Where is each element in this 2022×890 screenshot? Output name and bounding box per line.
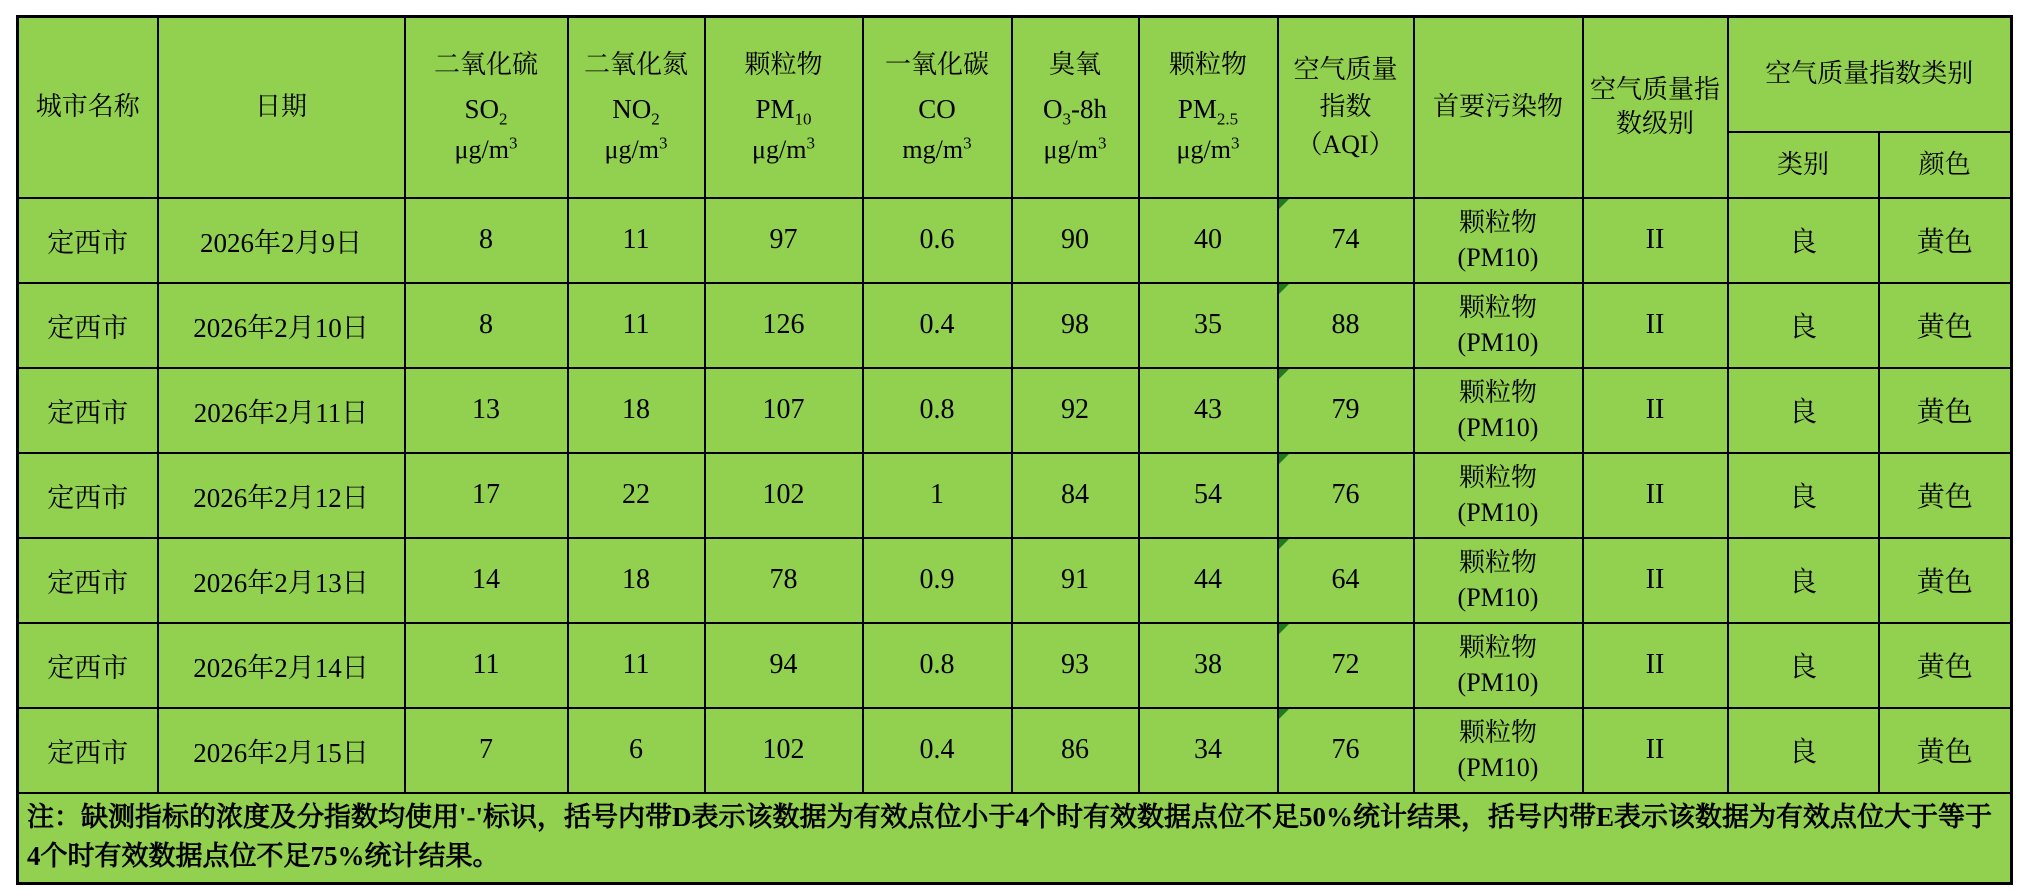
cell-color[interactable] — [1879, 538, 2012, 623]
cell-level[interactable] — [1583, 368, 1728, 453]
cell-value: 78 — [769, 564, 798, 595]
cell-color[interactable] — [1879, 623, 2012, 708]
cell-value: 74 — [1331, 224, 1360, 255]
cell-value: 107 — [762, 394, 805, 425]
data-row — [18, 368, 2012, 453]
cell-o3[interactable] — [1012, 453, 1139, 538]
cell-value: 38 — [1194, 649, 1222, 680]
cell-value: 11 — [472, 649, 500, 680]
cell-value: 定西市 — [47, 482, 129, 513]
cell-value: 黄色 — [1916, 482, 1973, 513]
cell-category[interactable] — [1728, 708, 1879, 793]
no2-unit: $\mu g/m^3$ — [604, 133, 668, 164]
cell-value: 35 — [1194, 309, 1222, 340]
excel-note-marker-icon — [1279, 454, 1289, 464]
cell-value: 92 — [1061, 394, 1089, 425]
primary-pollutant-name: 颗粒物 — [1458, 377, 1537, 407]
cell-co[interactable] — [863, 708, 1012, 793]
primary-pollutant-code: (PM10) — [1457, 583, 1539, 612]
cell-value: 18 — [622, 564, 650, 595]
aqi-category-group-label: 空气质量指数类别 — [1765, 59, 1974, 89]
excel-note-marker-icon — [1279, 539, 1289, 549]
cell-value: II — [1645, 734, 1665, 765]
primary-pollutant-label: 首要污染物 — [1432, 92, 1563, 122]
cell-value: 2026年2月9日 — [200, 227, 362, 258]
cell-value: 定西市 — [47, 737, 129, 768]
col-header-color[interactable] — [1879, 132, 2012, 198]
cell-date[interactable] — [158, 453, 405, 538]
cell-value: 良 — [1788, 482, 1817, 513]
primary-pollutant-code: (PM10) — [1457, 753, 1539, 782]
table-header — [18, 17, 2012, 198]
cell-value: 18 — [622, 394, 650, 425]
cell-primary[interactable] — [1414, 538, 1583, 623]
cell-value: 0.9 — [919, 564, 955, 595]
cell-value: 定西市 — [47, 227, 129, 258]
cell-so2[interactable] — [405, 368, 568, 453]
cell-value: 93 — [1061, 649, 1089, 680]
cell-level[interactable] — [1583, 198, 1728, 283]
cell-date[interactable] — [158, 368, 405, 453]
cell-city[interactable] — [18, 283, 158, 368]
so2-name: 二氧化硫 — [433, 49, 538, 79]
cell-pm25[interactable] — [1139, 453, 1278, 538]
cell-value: 黄色 — [1916, 312, 1973, 343]
cell-no2[interactable] — [568, 198, 705, 283]
cell-city[interactable] — [18, 368, 158, 453]
cell-primary[interactable] — [1414, 453, 1583, 538]
co-unit: $mg/m^3$ — [902, 133, 972, 164]
no2-formula: $NO_2$ — [612, 93, 660, 129]
note-text: 注：缺测指标的浓度及分指数均使用'-'标识，括号内带D表示该数据为有效点位小于4个时有效数据点位不足50%统计结果，括号内带E表示该数据为有效点位大于等于4个时有效数据点位不足75%统计结果。 — [27, 801, 1992, 871]
cell-category[interactable] — [1728, 538, 1879, 623]
air-quality-daily-table — [16, 15, 2013, 885]
primary-pollutant-name: 颗粒物 — [1458, 462, 1537, 492]
cell-no2[interactable] — [568, 368, 705, 453]
cell-value: 54 — [1194, 479, 1222, 510]
cell-category[interactable] — [1728, 368, 1879, 453]
cell-category[interactable] — [1728, 453, 1879, 538]
cell-value: 91 — [1061, 564, 1089, 595]
data-row — [18, 623, 2012, 708]
cell-pm25[interactable] — [1139, 623, 1278, 708]
cell-value: 11 — [622, 649, 650, 680]
cell-no2[interactable] — [568, 283, 705, 368]
cell-value: 43 — [1194, 394, 1222, 425]
cell-aqi[interactable] — [1278, 198, 1414, 283]
o3-name: 臭氧 — [1048, 49, 1101, 79]
cell-value: II — [1645, 649, 1665, 680]
col-header-aqi-level[interactable] — [1583, 17, 1728, 198]
cell-value: 定西市 — [47, 312, 129, 343]
cell-city[interactable] — [18, 623, 158, 708]
cell-value: 94 — [769, 649, 798, 680]
cell-value: 黄色 — [1916, 227, 1973, 258]
primary-pollutant-code: (PM10) — [1457, 243, 1539, 272]
cell-category[interactable] — [1728, 623, 1879, 708]
cell-co[interactable] — [863, 283, 1012, 368]
primary-pollutant-code: (PM10) — [1457, 668, 1539, 697]
cell-value: 126 — [762, 309, 805, 340]
cell-date[interactable] — [158, 538, 405, 623]
cell-value: 2026年2月10日 — [193, 312, 369, 343]
cell-category[interactable] — [1728, 283, 1879, 368]
cell-value: 90 — [1061, 224, 1089, 255]
primary-pollutant-code: (PM10) — [1457, 498, 1539, 527]
cell-value: II — [1645, 394, 1665, 425]
cell-value: 0.6 — [919, 224, 955, 255]
cell-aqi[interactable] — [1278, 623, 1414, 708]
cell-value: 良 — [1788, 397, 1817, 428]
cell-pm25[interactable] — [1139, 198, 1278, 283]
cell-date[interactable] — [158, 623, 405, 708]
cell-value: 13 — [472, 394, 500, 425]
cell-value: 良 — [1788, 567, 1817, 598]
col-header-co[interactable] — [863, 17, 1012, 198]
cell-value: 72 — [1331, 649, 1360, 680]
cell-city[interactable] — [18, 538, 158, 623]
cell-color[interactable] — [1879, 283, 2012, 368]
cell-value: 44 — [1194, 564, 1222, 595]
cell-so2[interactable] — [405, 708, 568, 793]
cell-primary[interactable] — [1414, 198, 1583, 283]
cell-value: 88 — [1331, 309, 1360, 340]
cell-aqi[interactable] — [1278, 538, 1414, 623]
cell-level[interactable] — [1583, 623, 1728, 708]
col-header-no2[interactable] — [568, 17, 705, 198]
cell-pm10[interactable] — [705, 453, 863, 538]
cell-value: 7 — [479, 734, 493, 765]
cell-pm10[interactable] — [705, 708, 863, 793]
cell-value: 黄色 — [1916, 737, 1973, 768]
cell-value: 2026年2月15日 — [193, 737, 369, 768]
cell-pm25[interactable] — [1139, 368, 1278, 453]
cell-value: 8 — [479, 224, 493, 255]
cell-value: II — [1645, 479, 1665, 510]
primary-pollutant-code: (PM10) — [1457, 413, 1539, 442]
cell-o3[interactable] — [1012, 538, 1139, 623]
col-header-date-label: 日期 — [254, 92, 307, 122]
excel-note-marker-icon — [1279, 284, 1289, 294]
cell-pm10[interactable] — [705, 623, 863, 708]
col-header-date[interactable] — [158, 17, 405, 198]
primary-pollutant-name: 颗粒物 — [1458, 292, 1537, 322]
cell-pm25[interactable] — [1139, 283, 1278, 368]
pm10-formula: $PM_{10}$ — [755, 93, 812, 129]
cell-value: 2026年2月11日 — [193, 397, 369, 428]
cell-value: 0.8 — [919, 394, 955, 425]
data-row — [18, 198, 2012, 283]
primary-pollutant-name: 颗粒物 — [1458, 717, 1537, 747]
cell-so2[interactable] — [405, 453, 568, 538]
cell-value: 定西市 — [47, 397, 129, 428]
col-header-city[interactable] — [18, 17, 158, 198]
cell-value: II — [1645, 564, 1665, 595]
table-footer — [18, 793, 2012, 884]
co-formula: CO — [918, 93, 956, 124]
cell-so2[interactable] — [405, 198, 568, 283]
cell-co[interactable] — [863, 623, 1012, 708]
cell-primary[interactable] — [1414, 708, 1583, 793]
col-header-aqi-category-group[interactable] — [1728, 17, 2012, 132]
cell-value: 6 — [629, 734, 643, 765]
pm25-unit: $\mu g/m^3$ — [1176, 133, 1240, 164]
cell-co[interactable] — [863, 538, 1012, 623]
cell-color[interactable] — [1879, 198, 2012, 283]
col-header-city-label: 城市名称 — [35, 92, 140, 122]
cell-aqi[interactable] — [1278, 283, 1414, 368]
cell-value: 0.4 — [919, 734, 955, 765]
cell-value: 86 — [1061, 734, 1089, 765]
cell-value: 17 — [472, 479, 500, 510]
cell-value: 34 — [1194, 734, 1222, 765]
cell-level[interactable] — [1583, 283, 1728, 368]
primary-pollutant-name: 颗粒物 — [1458, 207, 1537, 237]
cell-value: 良 — [1788, 227, 1817, 258]
cell-value: 1 — [930, 479, 944, 510]
cell-pm25[interactable] — [1139, 538, 1278, 623]
cell-value: 良 — [1788, 312, 1817, 343]
aqi-head-line3: （AQI） — [1296, 130, 1395, 160]
cell-value: 良 — [1788, 737, 1817, 768]
cell-city[interactable] — [18, 708, 158, 793]
cell-value: 黄色 — [1916, 397, 1973, 428]
table-body — [18, 198, 2012, 793]
data-row — [18, 538, 2012, 623]
cell-no2[interactable] — [568, 453, 705, 538]
cell-value: 定西市 — [47, 567, 129, 598]
cell-value: 8 — [479, 309, 493, 340]
cell-o3[interactable] — [1012, 623, 1139, 708]
cell-value: 22 — [622, 479, 650, 510]
primary-pollutant-name: 颗粒物 — [1458, 547, 1537, 577]
o3-formula: $O_3-8h$ — [1043, 93, 1107, 129]
col-header-pm10[interactable] — [705, 17, 863, 198]
cell-value: 79 — [1331, 394, 1360, 425]
cell-value: 98 — [1061, 309, 1089, 340]
cell-value: 11 — [622, 224, 650, 255]
cell-aqi[interactable] — [1278, 368, 1414, 453]
cell-aqi[interactable] — [1278, 708, 1414, 793]
primary-pollutant-code: (PM10) — [1457, 328, 1539, 357]
cell-value: 76 — [1331, 479, 1360, 510]
cell-o3[interactable] — [1012, 283, 1139, 368]
cell-color[interactable] — [1879, 708, 2012, 793]
note-cell[interactable] — [18, 793, 2012, 884]
excel-note-marker-icon — [1279, 369, 1289, 379]
aqi-level-label: 空气质量指数级别 — [1589, 75, 1720, 139]
excel-note-marker-icon — [1279, 624, 1289, 634]
color-label: 颜色 — [1918, 149, 1971, 179]
cell-level[interactable] — [1583, 538, 1728, 623]
cell-so2[interactable] — [405, 538, 568, 623]
cell-date[interactable] — [158, 283, 405, 368]
air-quality-table-sheet — [16, 15, 2013, 885]
o3-unit: $\mu g/m^3$ — [1043, 133, 1107, 164]
aqi-head-line1: 空气质量 — [1293, 54, 1398, 84]
aqi-head-line2: 指数 — [1319, 92, 1372, 122]
cell-no2[interactable] — [568, 623, 705, 708]
cell-primary[interactable] — [1414, 283, 1583, 368]
cell-value: 良 — [1788, 652, 1817, 683]
cell-value: 102 — [762, 479, 805, 510]
cell-value: 11 — [622, 309, 650, 340]
no2-name: 二氧化氮 — [583, 49, 688, 79]
cell-pm10[interactable] — [705, 538, 863, 623]
category-label: 类别 — [1776, 149, 1829, 179]
so2-formula: $SO_2$ — [464, 93, 508, 129]
co-name: 一氧化碳 — [884, 49, 989, 79]
cell-value: 0.4 — [919, 309, 955, 340]
cell-pm10[interactable] — [705, 283, 863, 368]
cell-value: 64 — [1331, 564, 1360, 595]
cell-co[interactable] — [863, 453, 1012, 538]
cell-category[interactable] — [1728, 198, 1879, 283]
cell-so2[interactable] — [405, 283, 568, 368]
cell-value: 84 — [1061, 479, 1089, 510]
col-header-so2[interactable] — [405, 17, 568, 198]
cell-value: 黄色 — [1916, 652, 1973, 683]
pm25-name: 颗粒物 — [1168, 49, 1247, 79]
cell-value: 14 — [472, 564, 500, 595]
pm25-formula: $PM_{2.5}$ — [1177, 93, 1239, 129]
col-header-o3[interactable] — [1012, 17, 1139, 198]
cell-value: II — [1645, 224, 1665, 255]
cell-value: 102 — [762, 734, 805, 765]
cell-co[interactable] — [863, 198, 1012, 283]
cell-o3[interactable] — [1012, 368, 1139, 453]
note-row — [18, 793, 2012, 884]
cell-pm10[interactable] — [705, 368, 863, 453]
cell-city[interactable] — [18, 198, 158, 283]
cell-value: 40 — [1194, 224, 1222, 255]
data-row — [18, 283, 2012, 368]
pm10-name: 颗粒物 — [744, 49, 823, 79]
header-row-1 — [18, 17, 2012, 132]
cell-level[interactable] — [1583, 453, 1728, 538]
cell-value: 2026年2月13日 — [193, 567, 369, 598]
cell-primary[interactable] — [1414, 368, 1583, 453]
cell-pm10[interactable] — [705, 198, 863, 283]
cell-primary[interactable] — [1414, 623, 1583, 708]
cell-o3[interactable] — [1012, 198, 1139, 283]
cell-co[interactable] — [863, 368, 1012, 453]
cell-pm25[interactable] — [1139, 708, 1278, 793]
cell-o3[interactable] — [1012, 708, 1139, 793]
cell-value: 76 — [1331, 734, 1360, 765]
cell-value: 0.8 — [919, 649, 955, 680]
cell-no2[interactable] — [568, 708, 705, 793]
col-header-pm25[interactable] — [1139, 17, 1278, 198]
cell-so2[interactable] — [405, 623, 568, 708]
cell-date[interactable] — [158, 708, 405, 793]
col-header-primary-pollutant[interactable] — [1414, 17, 1583, 198]
so2-unit: $\mu g/m^3$ — [454, 133, 518, 164]
col-header-category[interactable] — [1728, 132, 1879, 198]
excel-note-marker-icon — [1279, 709, 1289, 719]
cell-color[interactable] — [1879, 368, 2012, 453]
excel-note-marker-icon — [1279, 199, 1289, 209]
cell-value: II — [1645, 309, 1665, 340]
cell-value: 97 — [769, 224, 798, 255]
cell-value: 黄色 — [1916, 567, 1973, 598]
cell-date[interactable] — [158, 198, 405, 283]
data-row — [18, 453, 2012, 538]
cell-city[interactable] — [18, 453, 158, 538]
cell-value: 2026年2月12日 — [193, 482, 369, 513]
col-header-aqi[interactable] — [1278, 17, 1414, 198]
cell-color[interactable] — [1879, 453, 2012, 538]
cell-aqi[interactable] — [1278, 453, 1414, 538]
pm10-unit: $\mu g/m^3$ — [752, 133, 815, 164]
primary-pollutant-name: 颗粒物 — [1458, 632, 1537, 662]
data-row — [18, 708, 2012, 793]
cell-level[interactable] — [1583, 708, 1728, 793]
cell-value: 定西市 — [47, 652, 129, 683]
cell-value: 2026年2月14日 — [193, 652, 369, 683]
cell-no2[interactable] — [568, 538, 705, 623]
